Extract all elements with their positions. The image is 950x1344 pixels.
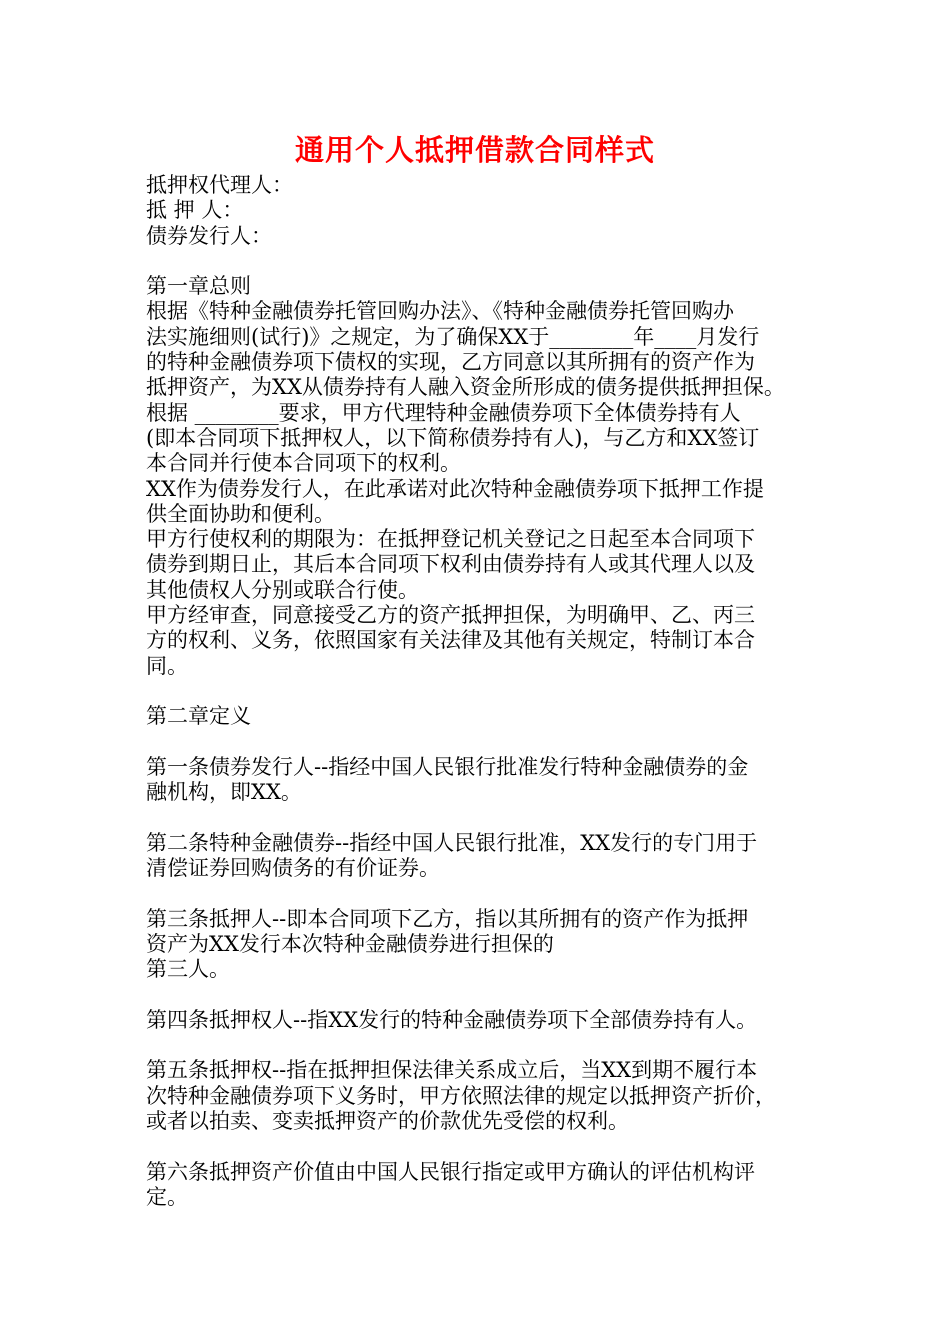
document-line: 清偿证券回购债务的有价证券。 — [146, 856, 440, 881]
blank-line — [146, 1033, 811, 1058]
blank-line — [146, 1134, 811, 1159]
blank-line — [146, 881, 811, 906]
document-line: 第三条抵押人--即本合同项下乙方，指以其所拥有的资产作为抵押 — [146, 906, 749, 931]
document-line: 债券发行人： — [146, 223, 272, 248]
document-line: 融机构，即XX。 — [146, 780, 302, 805]
document-line: 第三人。 — [146, 957, 230, 982]
document-line: 第一条债券发行人--指经中国人民银行批准发行特种金融债券的金 — [146, 754, 749, 779]
document-line: 甲方经审查，同意接受乙方的资产抵押担保，为明确甲、乙、丙三 — [146, 603, 755, 628]
document-line: 抵 押 人： — [146, 198, 244, 223]
document-line: 根据 ________要求，甲方代理特种金融债券项下全体债券持有人 — [146, 400, 741, 425]
document-line: 本合同并行使本合同项下的权利。 — [146, 451, 461, 476]
document-line: (即本合同项下抵押权人，以下简称债券持有人)，与乙方和XX签订 — [146, 425, 760, 450]
document-line: 第一章总则 — [146, 274, 251, 299]
document-line: 的特种金融债券项下债权的实现，乙方同意以其所拥有的资产作为 — [146, 350, 755, 375]
document-line: 同。 — [146, 653, 188, 678]
document-line: 甲方行使权利的期限为：在抵押登记机关登记之日起至本合同项下 — [146, 527, 755, 552]
blank-line — [146, 805, 811, 830]
blank-line — [146, 983, 811, 1008]
document-line: 其他债权人分别或联合行使。 — [146, 577, 419, 602]
document-line: 第四条抵押权人--指XX发行的特种金融债券项下全部债券持有人。 — [146, 1007, 758, 1032]
document-line: 根据《特种金融债券托管回购办法》、《特种金融债券托管回购办 — [146, 299, 734, 324]
document-body — [146, 173, 811, 1210]
document-line: 第二章定义 — [146, 704, 251, 729]
blank-line — [146, 249, 811, 274]
document-line: 第五条抵押权--指在抵押担保法律关系成立后，当XX到期不履行本 — [146, 1058, 758, 1083]
document-line: 或者以拍卖、变卖抵押资产的价款优先受偿的权利。 — [146, 1108, 629, 1133]
document-line: XX作为债券发行人，在此承诺对此次特种金融债券项下抵押工作提 — [146, 476, 764, 501]
document-line: 第二条特种金融债券--指经中国人民银行批准，XX发行的专门用于 — [146, 830, 758, 855]
document-line: 资产为XX发行本次特种金融债券进行担保的 — [146, 931, 554, 956]
document-line: 方的权利、义务，依照国家有关法律及其他有关规定，特制订本合 — [146, 628, 755, 653]
blank-line — [146, 730, 811, 755]
document-line: 供全面协助和便利。 — [146, 501, 335, 526]
document-line: 抵押资产，为XX从债券持有人融入资金所形成的债务提供抵押担保。 — [146, 375, 785, 400]
document-line: 法实施细则(试行)》之规定，为了确保XX于________年____月发行 — [146, 324, 760, 349]
blank-line — [146, 679, 811, 704]
document-line: 次特种金融债券项下义务时，甲方依照法律的规定以抵押资产折价， — [146, 1083, 776, 1108]
document-line: 债券到期日止，其后本合同项下权利由债券持有人或其代理人以及 — [146, 552, 755, 577]
document-line: 第六条抵押资产价值由中国人民银行指定或甲方确认的评估机构评 — [146, 1159, 755, 1184]
document-line: 定。 — [146, 1184, 188, 1209]
document-line: 抵押权代理人： — [146, 173, 293, 197]
document-title: 通用个人抵押借款合同样式 — [294, 133, 655, 167]
